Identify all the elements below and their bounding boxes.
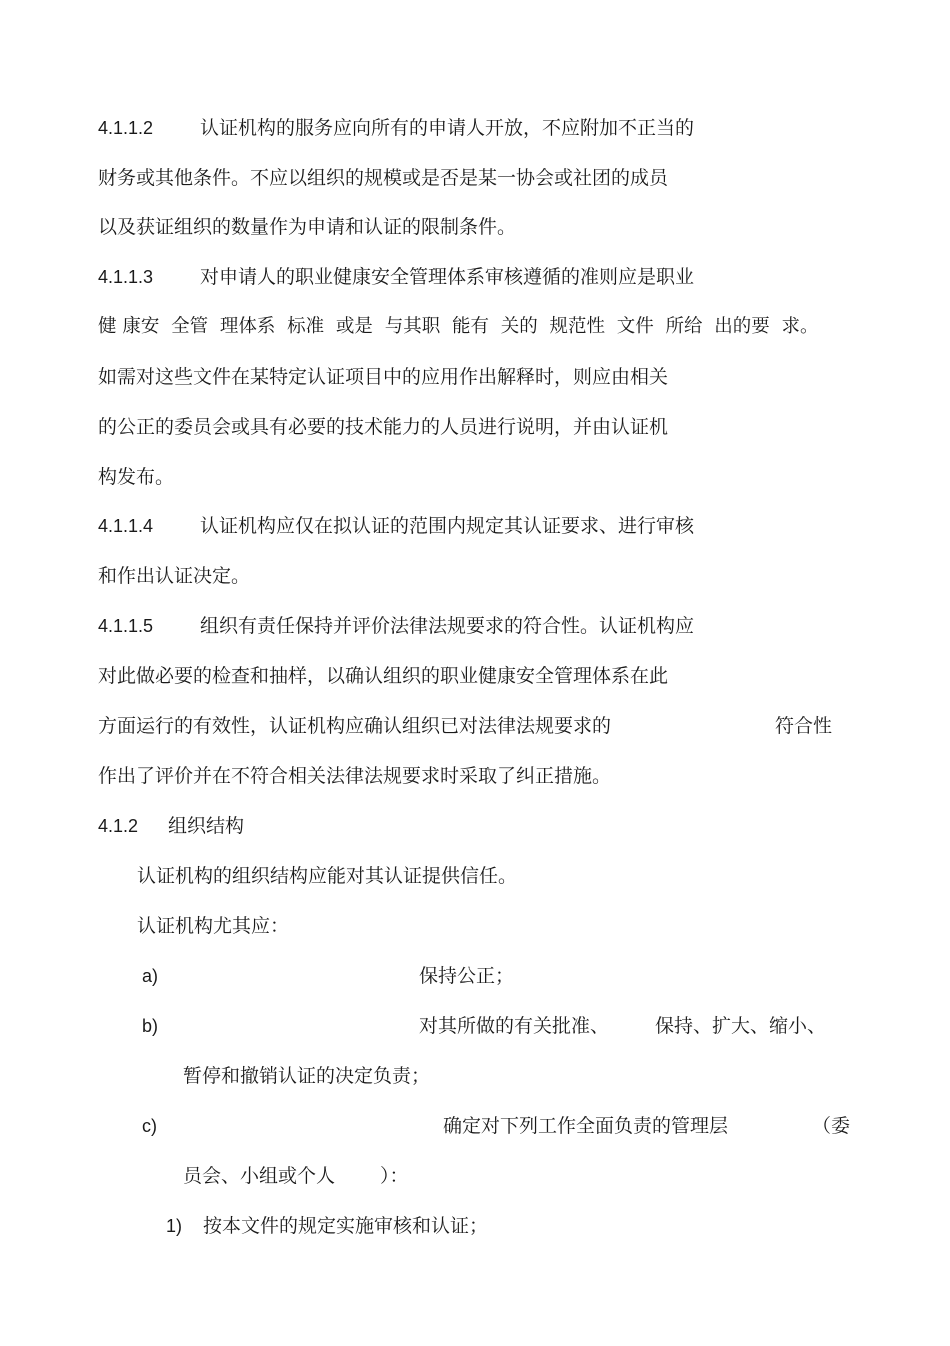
paragraph-line: 如需对这些文件在某特定认证项目中的应用作出解释时，则应由相关 xyxy=(98,366,669,388)
paragraph-line: 认证机构尤其应： xyxy=(137,915,290,937)
paragraph-line: 财务或其他条件。不应以组织的规模或是否是某一协会或社团的成员 xyxy=(98,167,669,189)
clause-number-4-1-1-3: 4.1.1.3 xyxy=(98,267,154,287)
list-item-c-part2: （委 xyxy=(812,1115,851,1137)
paragraph-line: 认证机构的服务应向所有的申请人开放，不应附加不正当的 xyxy=(200,117,695,139)
list-marker-a: a) xyxy=(142,966,159,986)
paragraph-line: 和作出认证决定。 xyxy=(98,565,251,587)
clause-number-4-1-1-5: 4.1.1.5 xyxy=(98,616,154,636)
sub-list-marker-1: 1) xyxy=(166,1216,183,1236)
list-item-b-continuation: 暂停和撤销认证的决定负责； xyxy=(183,1065,431,1087)
paragraph-line: 组织有责任保持并评价法律法规要求的符合性。认证机构应 xyxy=(200,615,695,637)
paragraph-line: 以及获证组织的数量作为申请和认证的限制条件。 xyxy=(98,216,517,238)
list-item-c: 确定对下列工作全面负责的管理层 xyxy=(443,1115,729,1137)
paragraph-line: 健 康安 全管 理体系 标准 或是 与其职 能有 关的 规范性 文件 所给 出的要 求。 xyxy=(98,316,819,337)
list-item-c-continuation: 员会、小组或个人 xyxy=(183,1165,336,1187)
paragraph-line: 认证机构的组织结构应能对其认证提供信任。 xyxy=(137,865,518,887)
paragraph-line: 认证机构应仅在拟认证的范围内规定其认证要求、进行审核 xyxy=(200,515,695,537)
paragraph-line-tail: 符合性 xyxy=(775,715,833,737)
list-marker-c: c) xyxy=(142,1116,157,1136)
paragraph-line: 对申请人的职业健康安全管理体系审核遵循的准则应是职业 xyxy=(200,266,695,288)
section-title: 组织结构 xyxy=(168,815,245,837)
clause-number-4-1-1-4: 4.1.1.4 xyxy=(98,516,154,536)
list-item-a: 保持公正； xyxy=(419,965,515,987)
list-item-b-part2: 保持、扩大、缩小、 xyxy=(655,1015,827,1037)
list-item-b: 对其所做的有关批准、 xyxy=(419,1015,610,1037)
list-marker-b: b) xyxy=(142,1016,159,1036)
paragraph-line: 的公正的委员会或具有必要的技术能力的人员进行说明，并由认证机 xyxy=(98,416,669,438)
list-item-c-continuation-tail: ）： xyxy=(380,1165,409,1187)
paragraph-line: 方面运行的有效性，认证机构应确认组织已对法律法规要求的 xyxy=(98,715,612,737)
sub-list-item-1: 按本文件的规定实施审核和认证； xyxy=(203,1215,489,1237)
clause-number-4-1-1-2: 4.1.1.2 xyxy=(98,118,154,138)
paragraph-line: 构发布。 xyxy=(98,466,175,488)
clause-number-4-1-2: 4.1.2 xyxy=(98,816,139,836)
paragraph-line: 对此做必要的检查和抽样，以确认组织的职业健康安全管理体系在此 xyxy=(98,665,669,687)
paragraph-line: 作出了评价并在不符合相关法律法规要求时采取了纠正措施。 xyxy=(98,765,612,787)
